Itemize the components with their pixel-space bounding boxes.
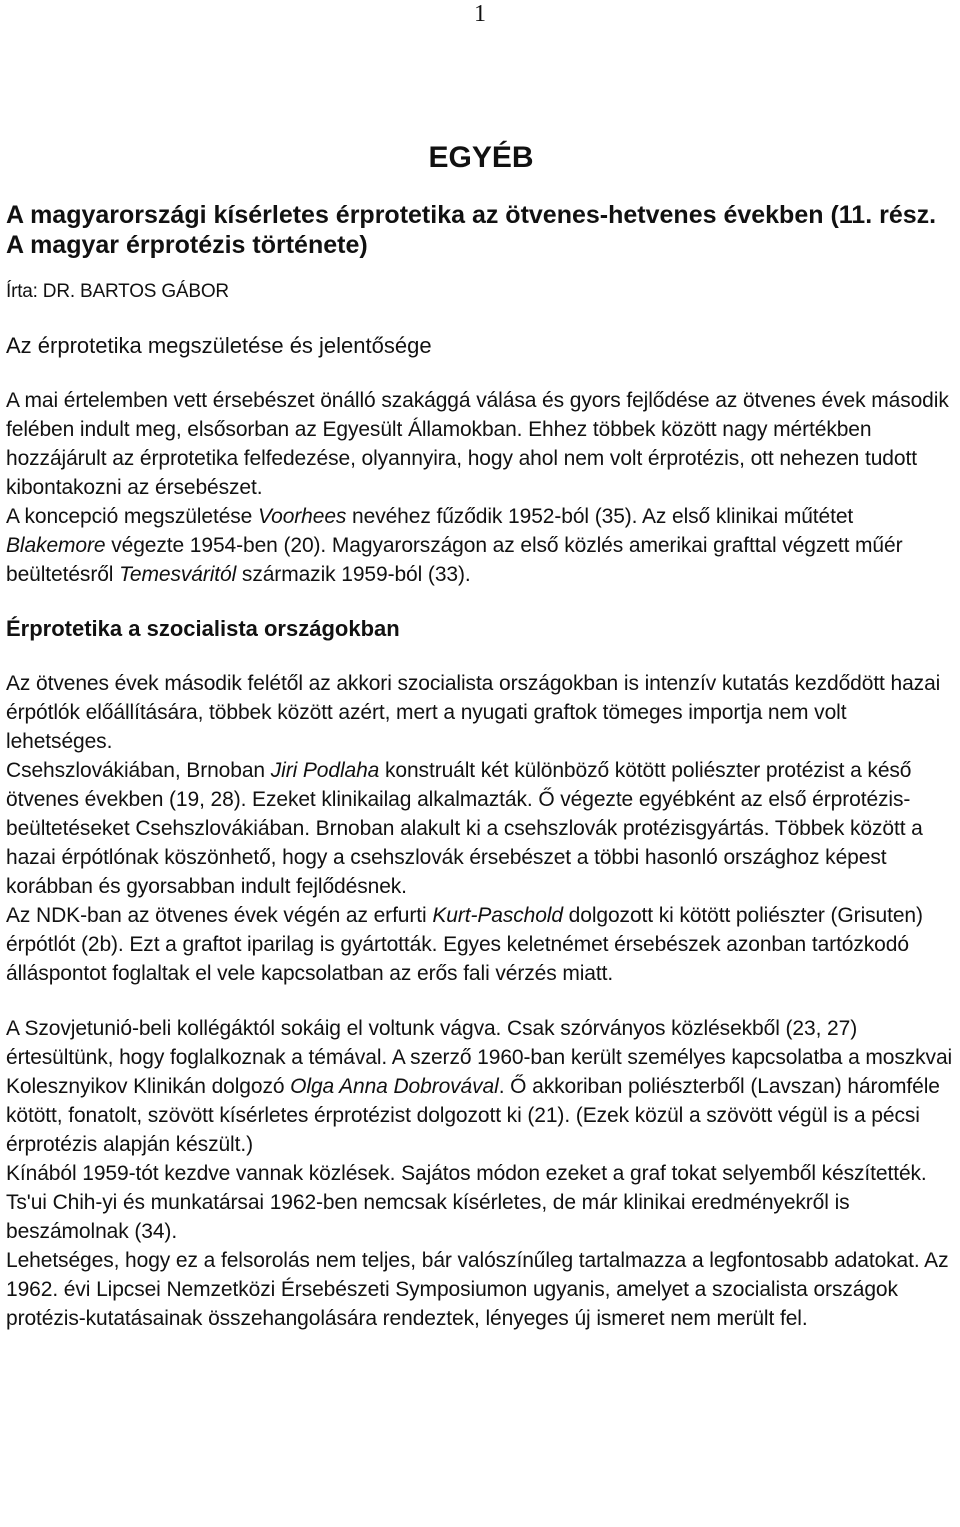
paragraph-text: nevéhez fűződik 1952-ból (35). Az első klinikai műtétet: [346, 505, 854, 528]
section-label: EGYÉB: [428, 141, 534, 174]
paragraph: [6, 386, 956, 502]
person-name: Kurt-Paschold: [432, 904, 563, 927]
section-heading-origins: Az érprotetika megszületése és jelentősége: [6, 333, 432, 358]
paragraph-text: származik 1959-ból (33).: [236, 563, 471, 586]
paragraph: [6, 756, 956, 901]
person-name: Temesváritól: [119, 563, 237, 586]
paragraph: [6, 669, 956, 756]
paragraph-text: Kínából 1959-tót kezdve vannak közlések. Sajátos módon ezeket a graf tokat selyemből készítették. Ts'ui Chih-yi és munkatársai 1962-ben nemcsak kísérletes, de már klinikai eredményekről is beszámolnak (34).: [6, 1162, 927, 1243]
page-number: 1: [474, 1, 486, 27]
paragraph-text: Lehetséges, hogy ez a felsorolás nem teljes, bár valószínűleg tartalmazza a legfontosabb adatokat. Az 1962. évi Lipcsei Nemzetközi Érsebészeti Symposiumon ugyanis, amelyet a szocialista országok protézis-kutatásainak összehangolására rendeztek, lényeges új ismeret nem merült fel.: [6, 1249, 949, 1330]
paragraph: [6, 1246, 956, 1333]
paragraph-spacer: [6, 988, 956, 1014]
paragraph-text: A koncepció megszületése: [6, 505, 258, 528]
section-heading-socialist-countries: Érprotetika a szocialista országokban: [6, 616, 400, 641]
paragraph-text: Az NDK-ban az ötvenes évek végén az erfurti: [6, 904, 433, 927]
paragraph-text: végezte 1954-ben (20). Magyarországon az első közlés amerikai grafttal végzett műér beültetésről: [6, 534, 903, 586]
paragraph: [6, 1159, 956, 1246]
document-body: [6, 140, 956, 1333]
paragraph-text: Csehszlovákiában, Brnoban: [6, 759, 271, 782]
person-name: Olga Anna Dobrovával: [290, 1075, 499, 1098]
paragraph: [6, 502, 956, 589]
article-title: A magyarországi kísérletes érprotetika az ötvenes-hetvenes években (11. rész. A magyar érprotézis története): [6, 201, 937, 259]
paragraph-text: Az ötvenes évek második felétől az akkori szocialista országokban is intenzív kutatás kezdődött hazai érpótlók előállítására, többek között azért, mert a nyugati graftok tömeges importja nem volt lehetséges.: [6, 672, 941, 753]
paragraph-text: dolgozott ki kötött poliészter (Grisuten) érpótlót (2b). Ezt a graftot iparilag is gyártották. Egyes keletnémet érsebészek azonban tartózkodó álláspontot foglaltak el vele kapcsolatban az erős fali vérzés miatt.: [6, 904, 923, 985]
paragraph-text: konstruált két különböző kötött poliészter protézist a késő ötvenes években (19, 28). Ezeket klinikailag alkalmazták. Ő végezte egyébként az első érprotézis-beültetéseket Csehszlovákiában. Brnoban alakult ki a csehszlovák protézisgyártás. Többek között a hazai érpótlónak köszönhető, hogy a csehszlovák érsebészet a többi hasonló országhoz képest korábban és gyorsabban indult fejlődésnek.: [6, 759, 923, 898]
person-name: Jiri Podlaha: [270, 759, 380, 782]
paragraph: [6, 901, 956, 988]
person-name: Voorhees: [257, 505, 347, 528]
person-name: Blakemore: [6, 534, 106, 557]
paragraph-text: A Szovjetunió-beli kollégáktól sokáig el voltunk vágva. Csak szórványos közlésekből (23, 27) értesültünk, hogy foglalkoznak a témával. A szerző 1960-ban került személyes kapcsolatba a moszkvai Kolesznyikov Klinikán dolgozó: [6, 1017, 953, 1098]
paragraph-text: A mai értelemben vett érsebészet önálló szakággá válása és gyors fejlődése az ötvenes évek második felében indult meg, elsősorban az Egyesült Államokban. Ehhez többek között nagy mértékben hozzájárult az érprotetika felfedezése, olyannyira, hogy ahol nem volt érprotézis, ott nehezen tudott kibontakozni az érsebészet.: [6, 389, 949, 499]
paragraph: [6, 1014, 956, 1159]
byline: Írta: DR. BARTOS GÁBOR: [6, 281, 229, 302]
paragraph-text: . Ő akkoriban poliészterből (Lavszan) háromféle kötött, fonatolt, szövött kísérletes érprotézist dolgozott ki (21). (Ezek közül a szövött végül is a pécsi érprotézis alapján készült.): [6, 1075, 940, 1156]
